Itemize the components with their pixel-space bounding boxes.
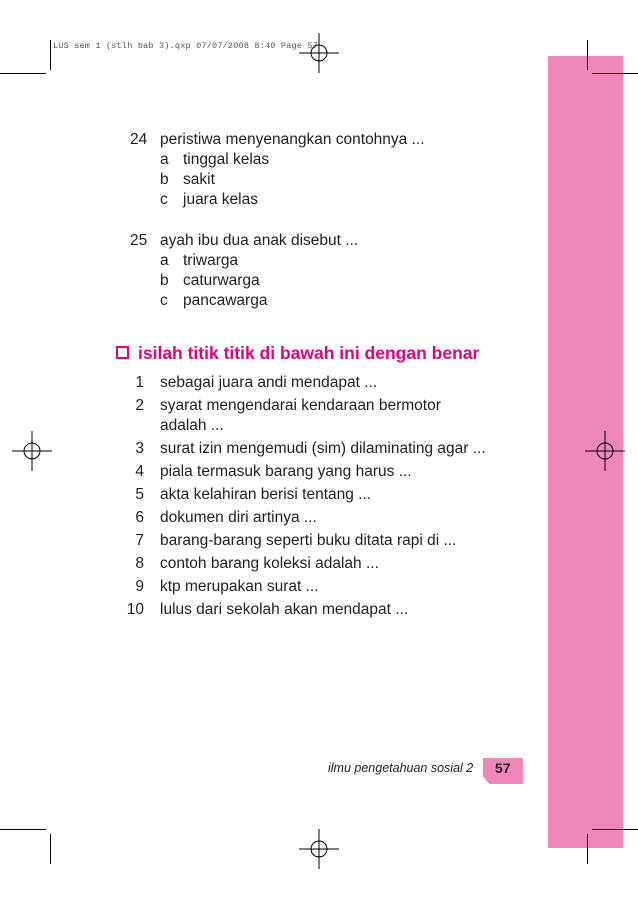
- page-number: 57: [495, 760, 511, 776]
- option-letter: c: [160, 292, 168, 309]
- question-text: ayah ibu dua anak disebut ...: [160, 232, 359, 249]
- item-number: 7: [135, 532, 144, 549]
- option-letter: c: [160, 191, 168, 208]
- item-text: dokumen diri artinya ...: [160, 509, 317, 526]
- option-text: tinggal kelas: [183, 151, 270, 168]
- item-text: lulus dari sekolah akan mendapat ...: [160, 601, 409, 618]
- option-text: juara kelas: [183, 191, 258, 208]
- option-text: caturwarga: [183, 272, 260, 289]
- item-number: 6: [135, 509, 144, 526]
- option-text: triwarga: [183, 252, 239, 269]
- item-number: 4: [135, 463, 144, 480]
- item-number: 9: [135, 578, 144, 595]
- item-text: akta kelahiran berisi tentang ...: [160, 486, 372, 503]
- item-text: sebagai juara andi mendapat ...: [160, 374, 378, 391]
- registration-mark-right: [585, 431, 625, 471]
- item-number: 3: [135, 440, 144, 457]
- item-text: ktp merupakan surat ...: [160, 578, 319, 595]
- item-text: syarat mengendarai kendaraan bermotor: [160, 397, 441, 414]
- item-number: 2: [135, 397, 144, 414]
- footer-book-title: ilmu pengetahuan sosial 2: [328, 761, 474, 775]
- printer-slug: LUS sem 1 (stlh bab 3).qxp 07/07/2008 8:40 Page 57: [53, 41, 319, 51]
- checkbox-icon: [116, 346, 129, 359]
- item-text: surat izin mengemudi (sim) dilaminating agar ...: [160, 440, 486, 457]
- item-text: contoh barang koleksi adalah ...: [160, 555, 379, 572]
- option-letter: a: [160, 151, 169, 168]
- item-number: 10: [126, 601, 144, 618]
- option-text: sakit: [183, 171, 215, 188]
- item-text: piala termasuk barang yang harus ...: [160, 463, 412, 480]
- item-number: 5: [135, 486, 144, 503]
- item-number: 8: [135, 555, 144, 572]
- option-letter: a: [160, 252, 169, 269]
- section-heading: isilah titik titik di bawah ini dengan benar: [138, 343, 480, 363]
- option-text: pancawarga: [183, 292, 268, 309]
- registration-mark-left: [12, 431, 52, 471]
- item-text-continued: adalah ...: [160, 417, 224, 434]
- registration-mark-bottom: [299, 829, 339, 869]
- option-letter: b: [160, 272, 169, 289]
- registration-mark-top: [299, 33, 339, 73]
- item-text: barang-barang seperti buku ditata rapi di ...: [160, 532, 457, 549]
- item-number: 1: [135, 374, 144, 391]
- question-text: peristiwa menyenangkan contohnya ...: [160, 131, 425, 148]
- option-letter: b: [160, 171, 169, 188]
- question-number: 25: [130, 232, 148, 249]
- question-number: 24: [130, 131, 148, 148]
